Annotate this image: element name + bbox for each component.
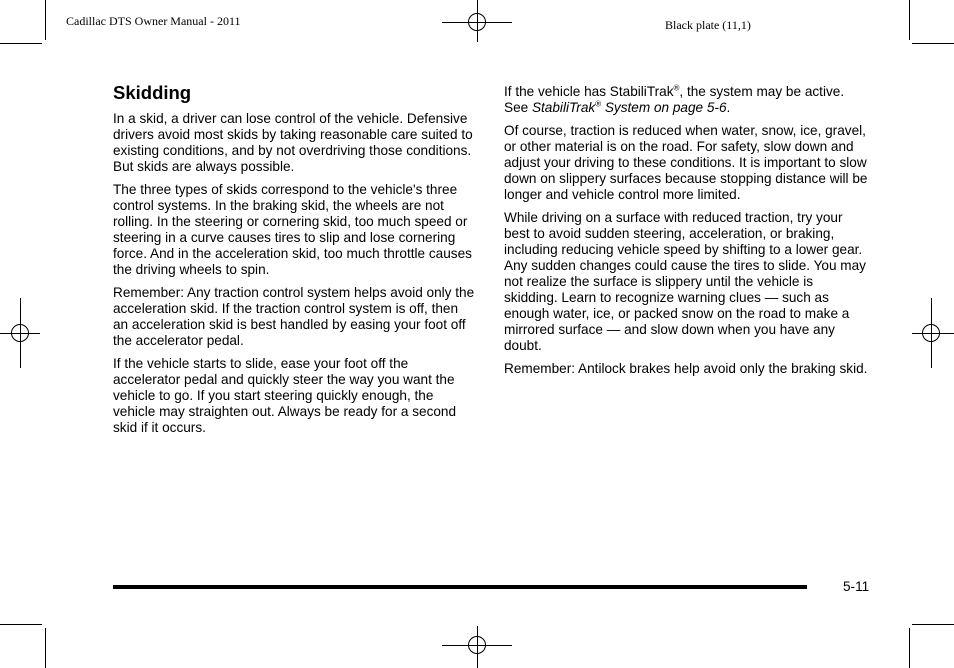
page-number: 5-11	[843, 579, 870, 594]
crop-mark	[912, 43, 954, 44]
crop-mark	[912, 624, 954, 625]
registered-mark: ®	[673, 83, 680, 93]
crop-mark	[909, 0, 910, 40]
footer-rule	[113, 585, 807, 589]
paragraph: Remember: Any traction control system helps avoid only the acceleration skid. If the traction control system is off, then an acceleration skid is best handled by easing your foot off the accelerator pedal.	[113, 285, 475, 348]
paragraph: Of course, traction is reduced when water, snow, ice, gravel, or other material is on the road. For safety, slow down and adjust your driving to these conditions. It is important to slow down on slippery surfaces because stopping distance will be longer and vehicle control more limited.	[504, 123, 868, 202]
paragraph: In a skid, a driver can lose control of the vehicle. Defensive drivers avoid most skids by taking reasonable care suited to existing conditions, and by not overdriving those conditions. But skids are always possible.	[113, 111, 473, 174]
crop-mark	[909, 628, 910, 668]
paragraph: The three types of skids correspond to the vehicle's three control systems. In the braking skid, the wheels are not rolling. In the steering or cornering skid, too much speed or steering in a curve causes tires to slip and lose cornering force. And in the acceleration skid, too much throttle causes the driving wheels to spin.	[113, 182, 472, 277]
crop-mark	[45, 628, 46, 668]
paragraph-text: , the system may be active. See	[504, 84, 845, 115]
registered-mark: ®	[595, 99, 602, 109]
right-column	[504, 84, 870, 384]
paragraph: While driving on a surface with reduced traction, try your best to avoid sudden steering, acceleration, or braking, including reducing vehicle speed by shifting to a lower gear. Any sudden changes could cause the tires to slide. You may not realize the surface is slippery until the vehicle is skidding. Learn to recognize warning clues — such as enough water, ice, or packed snow on the road to make a mirrored surface — and slow down when you have any doubt.	[504, 210, 866, 353]
left-column	[113, 82, 475, 443]
header-plate-label: Black plate (11,1)	[665, 18, 751, 32]
section-title: Skidding	[113, 82, 192, 103]
header-manual-title: Cadillac DTS Owner Manual - 2011	[66, 14, 241, 28]
paragraph-text: .	[726, 100, 731, 115]
stabilitrak-paragraph	[504, 84, 870, 116]
paragraph: If the vehicle starts to slide, ease your foot off the accelerator pedal and quickly steer the way you want the vehicle to go. If you start steering quickly enough, the vehicle may straighten out. Always be ready for a second skid if it occurs.	[113, 356, 457, 435]
paragraph-text: If the vehicle has StabiliTrak	[504, 84, 674, 99]
crop-mark	[45, 0, 46, 40]
paragraph: Remember: Antilock brakes help avoid only the braking skid.	[504, 361, 868, 376]
crop-mark	[0, 43, 42, 44]
crop-mark	[0, 624, 42, 625]
cross-reference-link[interactable]: StabiliTrak® System on page 5‑6	[531, 99, 727, 115]
